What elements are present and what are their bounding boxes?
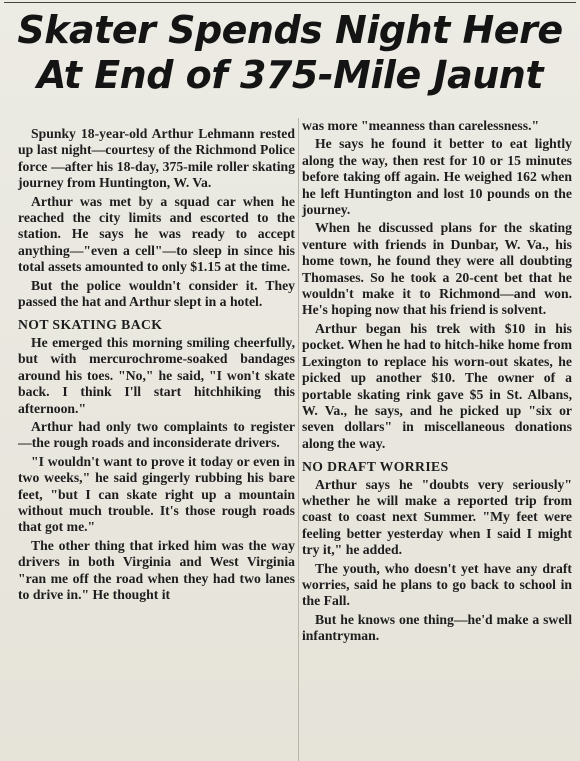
paragraph: But he knows one thing—he'd make a swell infantryman. — [302, 611, 572, 644]
paragraph: The youth, who doesn't yet have any draft worries, said he plans to go back to school in the Fall. — [302, 560, 572, 609]
paragraph: Arthur was met by a squad car when he reached the city limits and escorted to the station. He says he was ready to accept anything—"even a cell"—to sleep in since his total assets amounted to only $1.15 at the time. — [18, 193, 295, 275]
paragraph: He says he found it better to eat lightly along the way, then rest for 10 or 15 minutes before taking off again. He weighed 162 when he left Huntington and lost 10 pounds on the journey. — [302, 136, 572, 218]
paragraph-continued: was more "meanness than carelessness." — [302, 118, 540, 133]
paragraph: But the police wouldn't consider it. They passed the hat and Arthur slept in a hotel. — [18, 277, 295, 310]
paragraph: Arthur says he "doubts very seriously" whether he will make a reported trip from coast to coast next Summer. "My feet were feeling better yesterday when I said I might try it," he added. — [302, 476, 572, 558]
headline — [0, 8, 580, 98]
paragraph: Arthur had only two complaints to register—the rough roads and inconsiderate drivers. — [18, 418, 295, 451]
top-rule — [4, 2, 576, 3]
subheading-not-skating-back: NOT SKATING BACK — [18, 317, 163, 333]
paragraph: He emerged this morning smiling cheerfully, but with mercurochrome-soaked bandages around his toes. "No," he said, "I won't skate back. I think I'll start hitchhiking this afternoon." — [18, 334, 295, 416]
headline-line-1: Skater Spends Night Here — [17, 8, 563, 52]
column-divider — [298, 118, 299, 761]
article-column-left — [18, 126, 295, 605]
paragraph: Spunky 18-year-old Arthur Lehmann rested up last night—courtesy of the Richmond Police force —after his 18-day, 375-mile roller skating journey from Huntington, W. Va. — [18, 126, 295, 191]
subheading-no-draft-worries: NO DRAFT WORRIES — [302, 459, 449, 475]
paragraph: Arthur began his trek with $10 in his pocket. When he had to hitch-hike home from Lexington to replace his worn-out skates, he picked up another $10. The owner of a portable skating rink gave $5 in St. Albans, W. Va., he says, and he picked up "six or seven dollars" in miscellaneous donations along the way. — [302, 320, 572, 451]
article-column-right — [302, 118, 572, 647]
paragraph: When he discussed plans for the skating venture with friends in Dunbar, W. Va., his home town, he found they were all doubting Thomases. So he took a 20-cent bet that he wouldn't make it to Richmond—and won. He's hoping now that his friend is solvent. — [302, 220, 572, 318]
paragraph: The other thing that irked him was the way drivers in both Virginia and West Virginia "ran me off the road when they had two lanes to drive in." He thought it — [18, 537, 295, 602]
headline-line-2: At End of 375-Mile Jaunt — [36, 53, 544, 97]
paragraph: "I wouldn't want to prove it today or even in two weeks," he said gingerly rubbing his bare feet, "but I can skate right up a mountain without much trouble. It's those rough roads that got me." — [18, 453, 295, 535]
